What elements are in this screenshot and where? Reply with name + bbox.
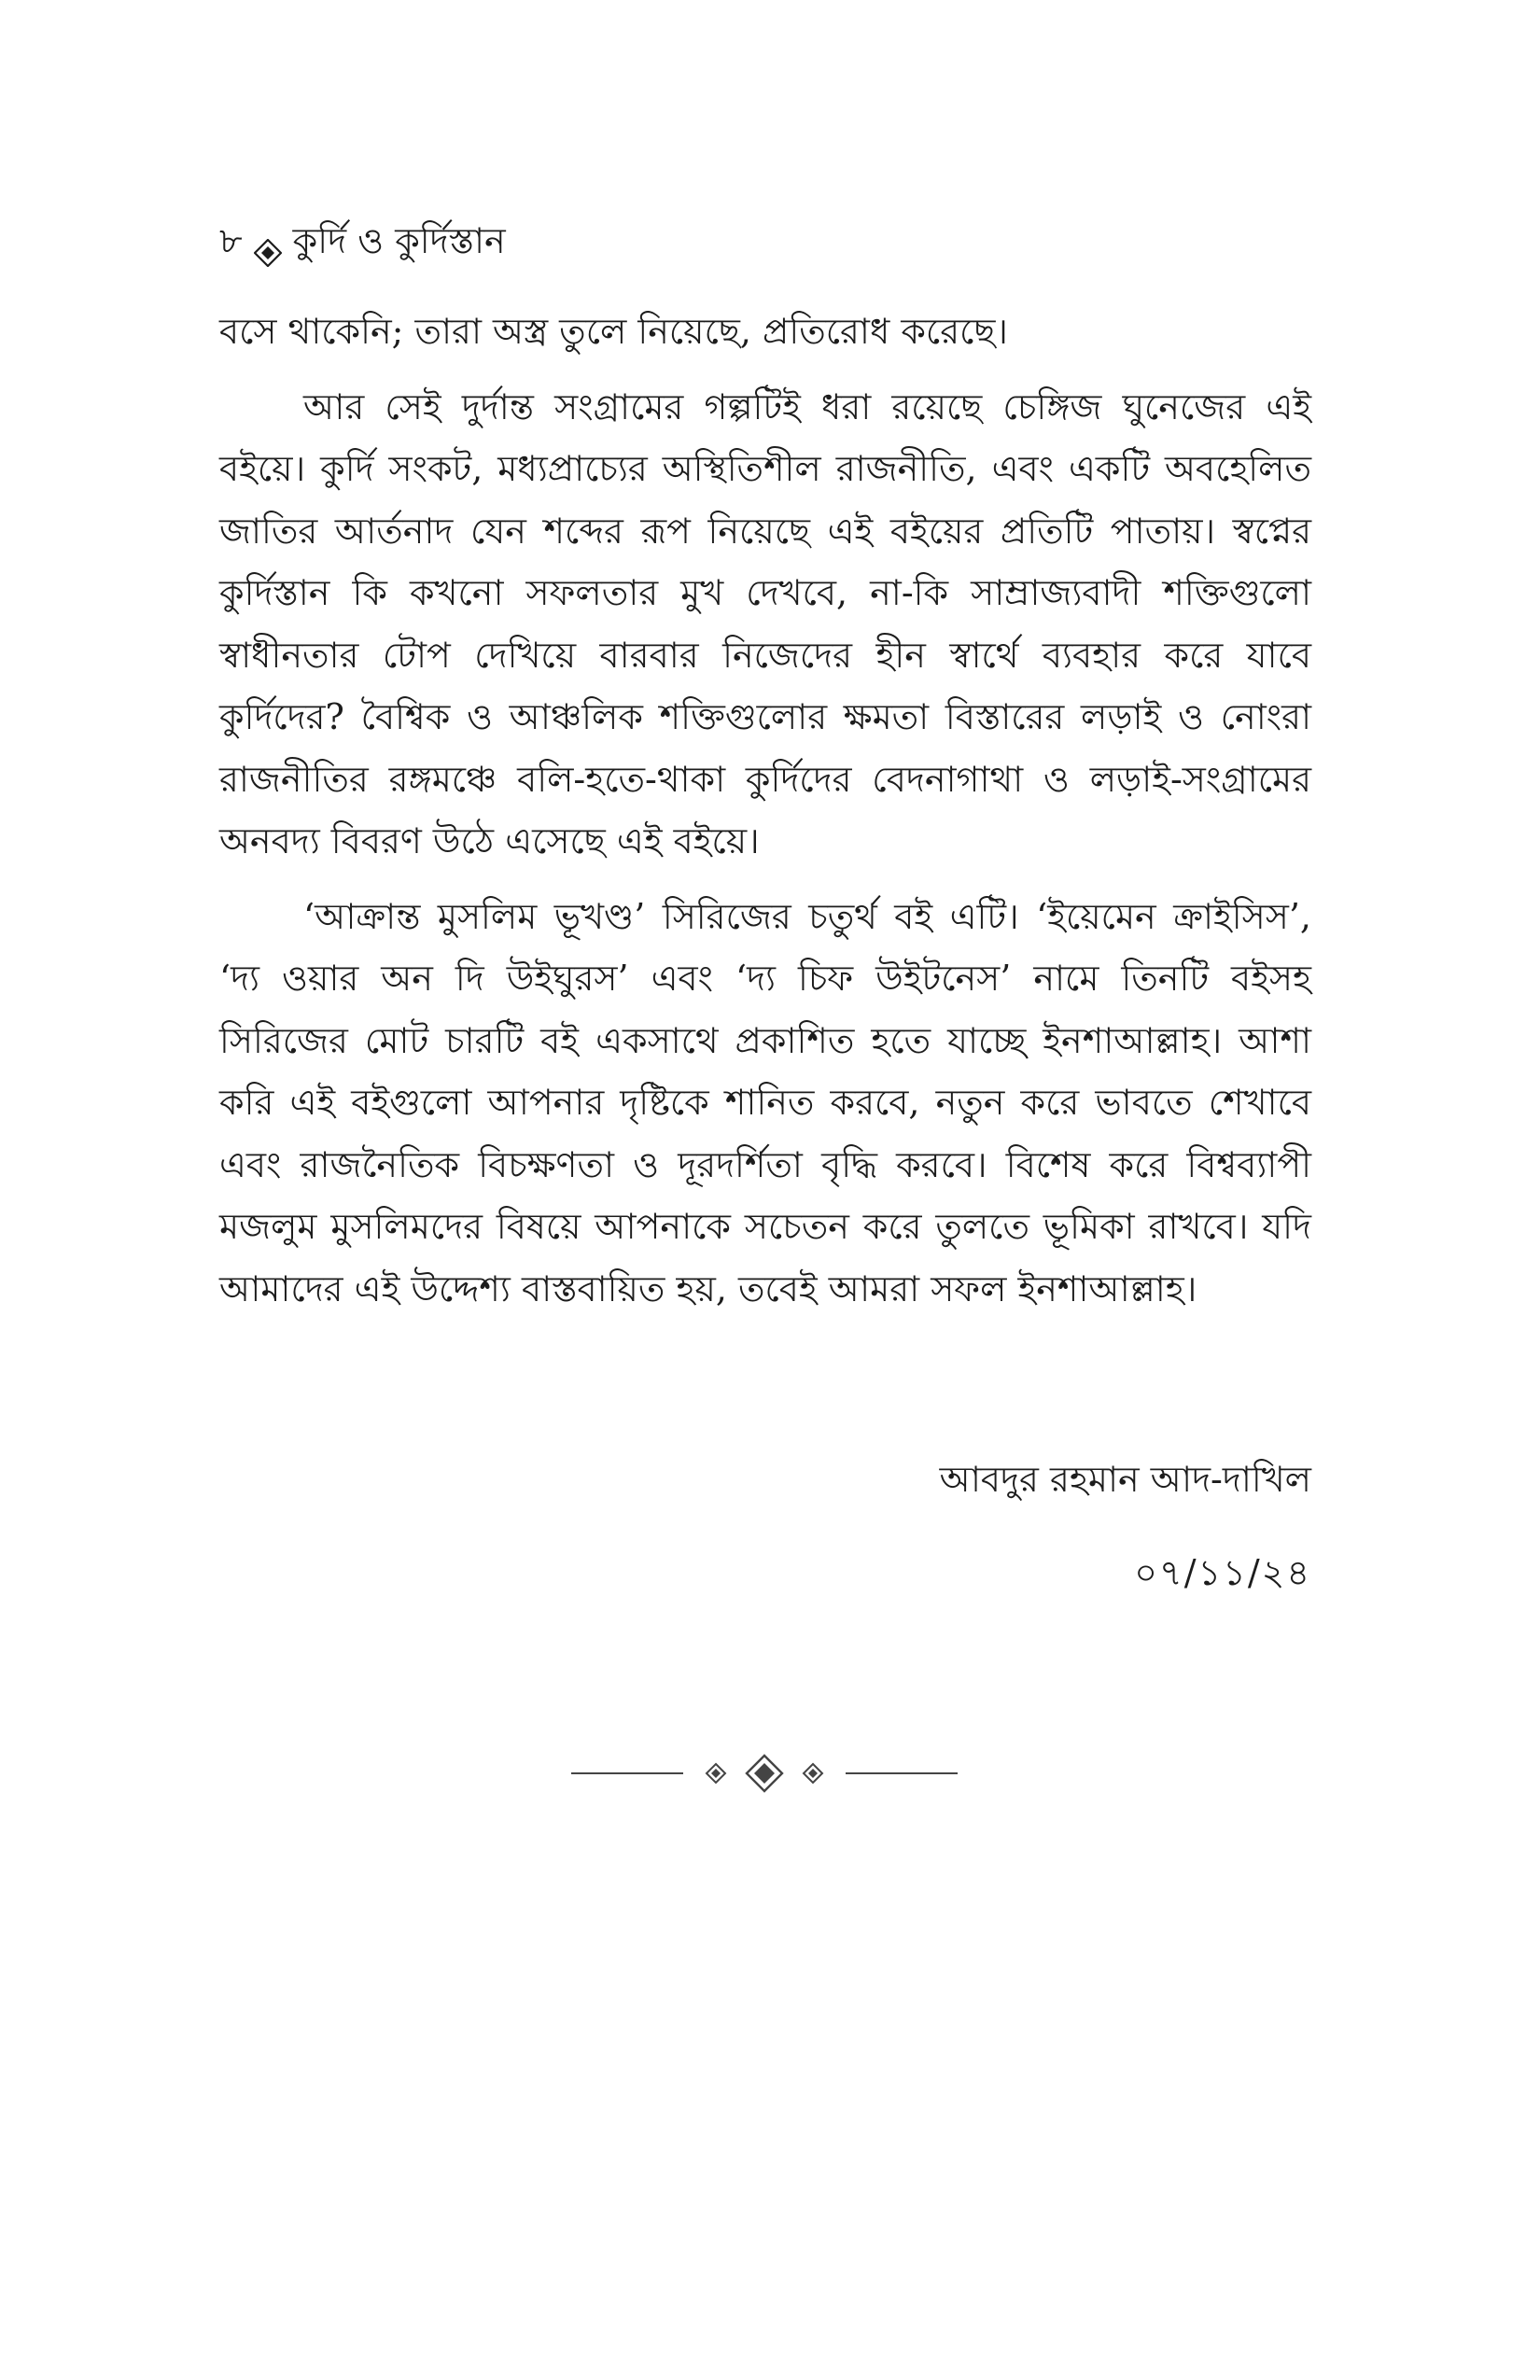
signature-date: ০৭/১১/২৪ — [1134, 1552, 1311, 1593]
author-signature: আবদুর রহমান আদ-দাখিল — [939, 1459, 1311, 1500]
page-number: ৮ — [219, 220, 243, 261]
body-text — [219, 301, 1311, 1333]
paragraph-continued: বসে থাকেনি; তারা অস্ত্র তুলে নিয়েছে, প্রতিরোধ করেছে। — [219, 311, 1008, 352]
diamond-icon — [254, 227, 282, 255]
running-head — [219, 213, 506, 269]
book-title: কুর্দি ও কুর্দিস্তান — [292, 220, 506, 261]
diamond-ornament-icon — [571, 1753, 958, 1794]
paragraph-series-info: ‘আক্রান্ত মুসলিম ভূখণ্ড’ সিরিজের চতুর্থ বই এটি। ‘ইয়েমেন ক্রাইসিস’, ‘দ্য ওয়ার অন দি উইঘুরস’ এবং ‘দ্য চিফ উইটনেস’ নামে তিনটি বইসহ সিরিজের মোট চারটি বই একসাথে প্রকাশিত হতে যাচ্ছে ইনশাআল্লাহ। আশা করি এই বইগুলো আপনার দৃষ্টিকে শানিত করবে, নতুন করে ভাবতে শেখাবে এবং রাজনৈতিক বিচক্ষণতা ও দূরদর্শিতা বৃদ্ধি করবে। বিশেষ করে বিশ্বব্যাপী মজলুম মুসলিমদের বিষয়ে আপনাকে সচেতন করে তুলতে ভূমিকা রাখবে। যদি আমাদের এই উদ্দেশ্য বাস্তবায়িত হয়, তবেই আমরা সফল ইনশাআল্লাহ। — [219, 895, 1311, 1309]
paragraph-book-summary: আর সেই দুর্দান্ত সংগ্রামের গল্পটিই ধরা রয়েছে চেঙ্গিজ ঘুনেজের এই বইয়ে। কুর্দি সংকট, মধ্যপ্রাচ্যের অস্থিতিশীল রাজনীতি, এবং একটি অবহেলিত জাতির আর্তনাদ যেন শব্দের রূপ নিয়েছে এই বইয়ের প্রতিটি পাতায়। স্বপ্নের কুর্দিস্তান কি কখনো সফলতার মুখ দেখবে, না-কি সাম্রাজ্যবাদী শক্তিগুলো স্বাধীনতার টোপ দেখিয়ে বারবার নিজেদের হীন স্বার্থে ব্যবহার করে যাবে কুর্দিদের? বৈশ্বিক ও আঞ্চলিক শক্তিগুলোর ক্ষমতা বিস্তারের লড়াই ও নোংরা রাজনীতির রঙ্গমঞ্চে বলি-হতে-থাকা কুর্দিদের বেদনাগাথা ও লড়াই-সংগ্রামের অনবদ্য বিবরণ উঠে এসেছে এই বইয়ে। — [219, 385, 1311, 861]
